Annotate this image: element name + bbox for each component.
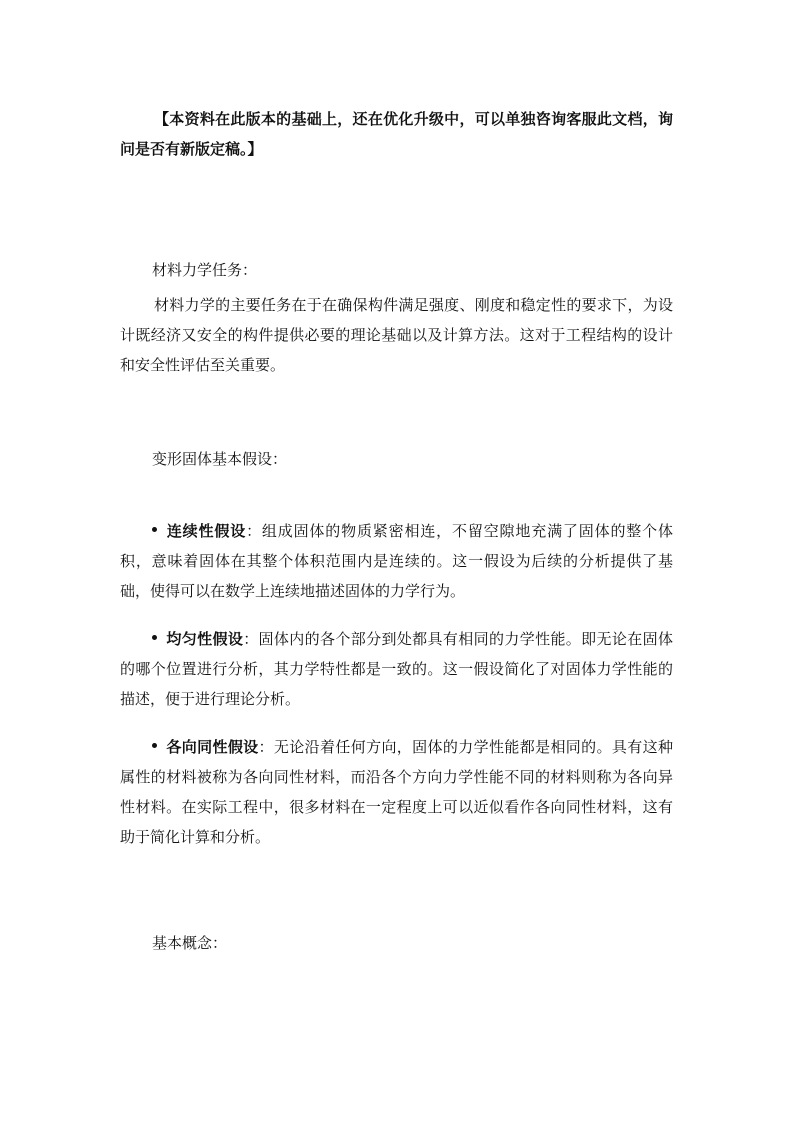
assumption-text: ：固体内的各个部分到处都具有相同的力学性能。即无论在固体的哪个位置进行分析，其力学特性都是一致的。这一假设简化了对固体力学性能的描述，便于进行理论分析。	[120, 630, 673, 708]
assumption-term: 各向同性假设	[166, 738, 259, 756]
assumption-item-isotropy	[120, 732, 673, 852]
assumption-term: 连续性假设	[166, 522, 247, 540]
bullet-dot-icon	[152, 527, 157, 532]
assumption-text: ：组成固体的物质紧密相连，不留空隙地充满了固体的整个体积，意味着固体在其整个体积范围内是连续的。这一假设为后续的分析提供了基础，使得可以在数学上连续地描述固体的力学行为。	[120, 522, 673, 600]
assumption-item-continuity	[120, 516, 673, 606]
notice-paragraph: 【本资料在此版本的基础上，还在优化升级中，可以单独咨询客服此文档，询问是否有新版定稿。】	[120, 110, 673, 158]
bullet-dot-icon	[152, 743, 157, 748]
section-heading-task: 材料力学任务：	[152, 261, 258, 279]
assumption-term: 均匀性假设	[166, 630, 244, 648]
assumption-text: ：无论沿着任何方向，固体的力学性能都是相同的。具有这种属性的材料被称为各向同性材料，而沿各个方向力学性能不同的材料则称为各向异性材料。在实际工程中，很多材料在一定程度上可以近似看作各向同性材料，这有助于简化计算和分析。	[120, 738, 673, 846]
task-paragraph: 材料力学的主要任务在于在确保构件满足强度、刚度和稳定性的要求下，为设计既经济又安全的构件提供必要的理论基础以及计算方法。这对于工程结构的设计和安全性评估至关重要。	[120, 296, 673, 374]
bullet-dot-icon	[152, 635, 157, 640]
assumption-item-homogeneity	[120, 624, 673, 714]
section-heading-concepts: 基本概念：	[152, 934, 228, 952]
section-heading-assumptions: 变形固体基本假设：	[152, 450, 288, 468]
